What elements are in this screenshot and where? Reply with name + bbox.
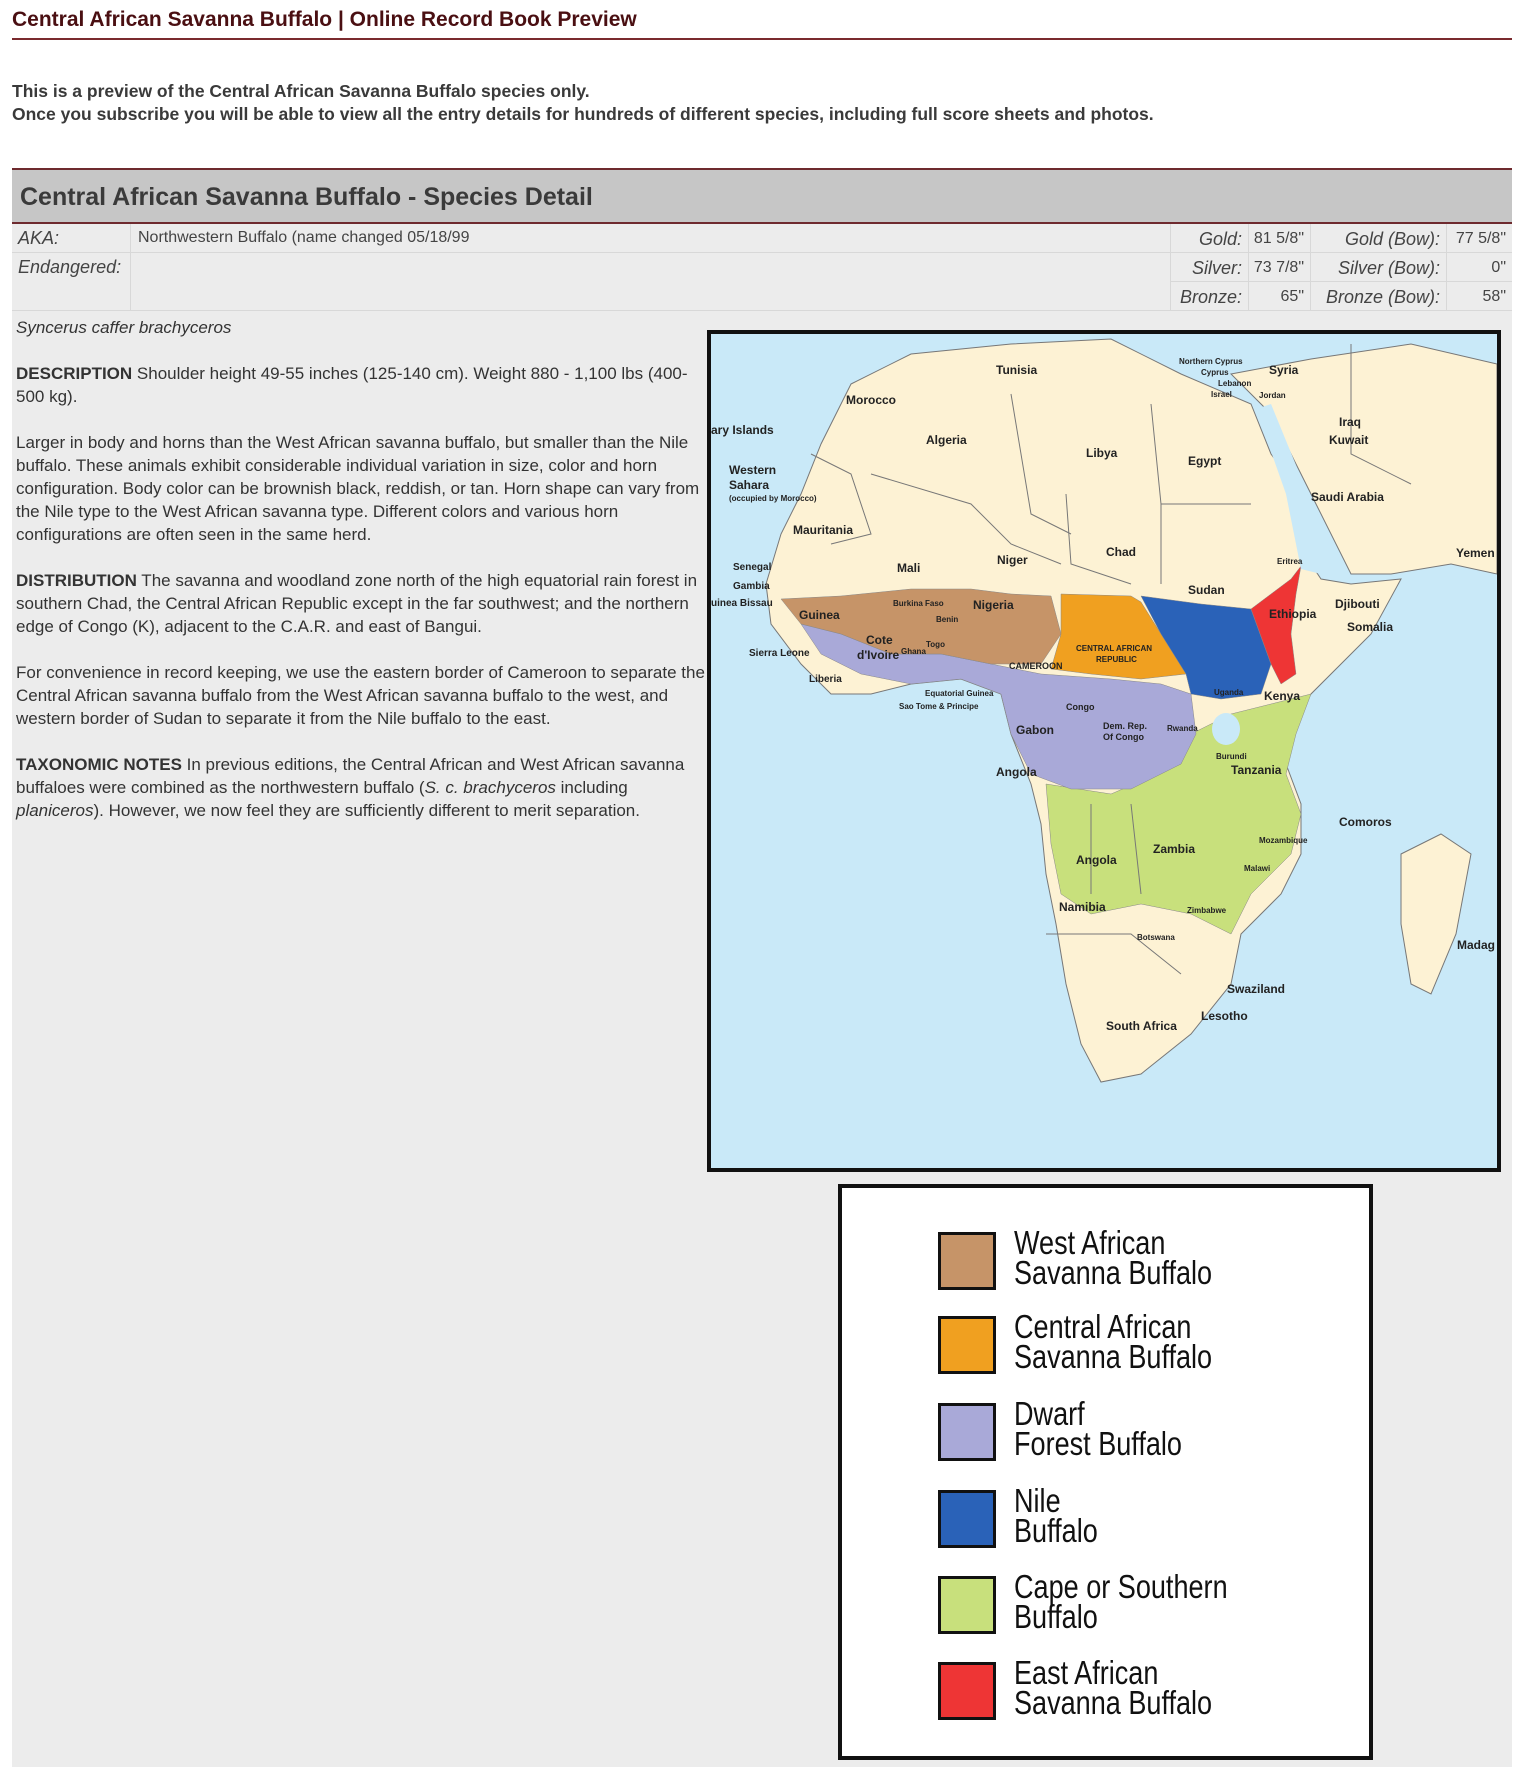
aka-value: Northwestern Buffalo (name changed 05/18/99 (138, 229, 470, 246)
taxonomic-text: including (555, 778, 628, 797)
map-label-cote-divoire: d'Ivoire (857, 648, 900, 662)
legend-label (1014, 1308, 1213, 1375)
map-label-somalia: Somalia (1347, 620, 1394, 634)
legend-swatch (938, 1316, 996, 1374)
bronze-bow-label: Bronze (Bow): (1325, 287, 1440, 307)
map-label-madagascar: Madag (1457, 938, 1496, 952)
legend-line: Buffalo (1014, 1598, 1098, 1635)
legend-line: Dwarf (1014, 1395, 1085, 1432)
map-label-algeria: Algeria (926, 433, 967, 447)
map-label-car: CENTRAL AFRICAN (1076, 644, 1152, 653)
divider (130, 224, 131, 310)
legend-label (1014, 1395, 1182, 1462)
map-label-congo: Congo (1066, 702, 1095, 712)
taxonomic-title: TAXONOMIC NOTES (16, 755, 182, 774)
description-text: Shoulder height 49-55 inches (125-140 cm). Weight 880 - 1,100 lbs (400-500 kg). (16, 364, 688, 406)
map-label-lebanon: Lebanon (1218, 379, 1252, 388)
distribution-title: DISTRIBUTION (16, 571, 137, 590)
divider (1170, 224, 1171, 310)
taxonomic-text: In previous editions, the Central African and West African savanna buffaloes were combined as the northwestern buffalo ( (16, 755, 685, 797)
legend-line: Central African (1014, 1308, 1192, 1345)
legend-swatch (938, 1232, 996, 1290)
gold-label: Gold: (1198, 229, 1242, 249)
taxonomic-paragraph (16, 753, 706, 822)
map-label-equatorial-guinea: Equatorial Guinea (925, 689, 994, 698)
map-label-ethiopia: Ethiopia (1269, 607, 1317, 621)
map-label-saudi-arabia: Saudi Arabia (1311, 490, 1384, 504)
map-label-comoros: Comoros (1339, 815, 1392, 829)
map-label-morocco: Morocco (846, 393, 897, 407)
map-label-tunisia: Tunisia (996, 363, 1038, 377)
silver-value: 73 7/8" (1253, 259, 1304, 276)
intro-text (12, 80, 1154, 126)
legend-swatch (938, 1490, 996, 1548)
map-label-mozambique: Mozambique (1259, 836, 1308, 845)
legend-label (1014, 1568, 1228, 1635)
map-label-jordan: Jordan (1259, 391, 1286, 400)
legend-label (1014, 1482, 1098, 1549)
map-label-angola: Angola (1076, 853, 1117, 867)
legend-line: Savanna Buffalo (1014, 1338, 1213, 1375)
species-detail-heading: Central African Savanna Buffalo - Species Detail (20, 183, 593, 211)
map-label-western-sahara: Sahara (729, 478, 770, 492)
map-label-kenya: Kenya (1264, 689, 1301, 703)
map-label-cote-divoire: Cote (866, 633, 893, 647)
map-label-libya: Libya (1086, 446, 1118, 460)
map-label-egypt: Egypt (1188, 454, 1222, 468)
legend-line: Buffalo (1014, 1512, 1098, 1549)
scientific-name: Syncerus caffer brachyceros (16, 318, 232, 337)
map-label-uganda: Uganda (1214, 688, 1244, 697)
legend-line: Cape or Southern (1014, 1568, 1228, 1605)
map-label-guinea-bissau: uinea Bissau (711, 598, 773, 609)
map-label-sierra-leone: Sierra Leone (749, 648, 810, 659)
map-label-car: REPUBLIC (1096, 655, 1137, 664)
bronze-label: Bronze: (1179, 287, 1242, 307)
map-label-south-africa: South Africa (1106, 1019, 1177, 1033)
map-label-burkina-faso: Burkina Faso (893, 599, 944, 608)
map-label-togo: Togo (926, 640, 945, 649)
description-paragraph (16, 362, 706, 408)
legend-label (1014, 1224, 1213, 1291)
page-title: Central African Savanna Buffalo | Online Record Book Preview (12, 8, 1512, 40)
map-label-senegal: Senegal (733, 562, 772, 573)
intro-line-1: This is a preview of the Central African Savanna Buffalo species only. (12, 81, 590, 101)
map-label-angola: Angola (996, 765, 1037, 779)
distribution-map (707, 330, 1501, 1172)
map-legend (838, 1184, 1373, 1760)
bronze-value: 65" (1280, 288, 1304, 305)
legend-swatch (938, 1576, 996, 1634)
gold-value: 81 5/8" (1253, 230, 1304, 247)
map-label-djibouti: Djibouti (1335, 597, 1380, 611)
map-label-western-sahara: Western (729, 463, 777, 477)
gold-bow-label: Gold (Bow): (1344, 229, 1440, 249)
map-label-syria: Syria (1269, 363, 1299, 377)
map-label-zimbabwe: Zimbabwe (1187, 906, 1227, 915)
map-label-cyprus: Cyprus (1201, 368, 1229, 377)
legend-line: East African (1014, 1654, 1159, 1691)
map-label-benin: Benin (936, 615, 959, 624)
legend-line: Forest Buffalo (1014, 1425, 1182, 1462)
map-label-rwanda: Rwanda (1167, 724, 1198, 733)
map-label-gabon: Gabon (1016, 723, 1054, 737)
map-label-burundi: Burundi (1216, 752, 1247, 761)
map-label-eritrea: Eritrea (1277, 557, 1303, 566)
record-keeping-paragraph: For convenience in record keeping, we use the eastern border of Cameroon to separate the Central African savanna buffalo from the West African savanna buffalo to the west, and western border of Sudan to separate it from the Nile buffalo to the east. (16, 663, 705, 728)
divider (12, 252, 1512, 253)
lake-victoria (1212, 713, 1240, 745)
silver-bow-value: 0" (1491, 259, 1506, 276)
legend-swatch (938, 1662, 996, 1720)
map-label-namibia: Namibia (1059, 900, 1106, 914)
legend-line: West African (1014, 1224, 1166, 1261)
map-label-ghana: Ghana (901, 647, 926, 656)
silver-label: Silver: (1191, 258, 1242, 278)
map-label-lesotho: Lesotho (1201, 1009, 1248, 1023)
map-label-yemen: Yemen (1456, 546, 1495, 560)
gold-bow-value: 77 5/8" (1455, 230, 1506, 247)
distribution-text: The savanna and woodland zone north of the high equatorial rain forest in southern Chad, the Central African Republic except in the far southwest; and the northern edge of Congo (K), adjacent to the C.A.R. and east of Bangui. (16, 571, 698, 636)
map-label-canary-islands: ary Islands (711, 423, 774, 437)
comparison-paragraph: Larger in body and horns than the West African savanna buffalo, but smaller than the Nile buffalo. These animals exhibit considerable individual variation in size, color and horn configuration. Body color can be brownish black, reddish, or tan. Horn shape can vary from the Nile type to the West African savanna type. Different colors and various horn configurations are often seen in the same herd. (16, 433, 700, 544)
divider (1248, 224, 1249, 310)
map-label-western-sahara-note: (occupied by Morocco) (729, 494, 817, 503)
map-label-malawi: Malawi (1244, 864, 1271, 873)
divider (1310, 224, 1311, 310)
map-label-cameroon: CAMEROON (1009, 661, 1063, 671)
map-label-northern-cyprus: Northern Cyprus (1179, 357, 1243, 366)
map-label-iraq: Iraq (1339, 415, 1362, 429)
map-label-tanzania: Tanzania (1231, 763, 1282, 777)
description-title: DESCRIPTION (16, 364, 133, 383)
map-label-mali: Mali (897, 561, 921, 575)
map-label-gambia: Gambia (733, 581, 770, 592)
map-label-zambia: Zambia (1153, 842, 1196, 856)
species-detail-header (12, 168, 1512, 224)
legend-line: Savanna Buffalo (1014, 1684, 1213, 1721)
map-label-israel: Israel (1211, 390, 1232, 399)
silver-bow-label: Silver (Bow): (1337, 258, 1440, 278)
map-label-chad: Chad (1106, 545, 1136, 559)
divider (1170, 281, 1512, 282)
divider (1446, 224, 1447, 310)
map-label-swaziland: Swaziland (1227, 982, 1286, 996)
africa-map-svg (711, 334, 1497, 1168)
map-label-botswana: Botswana (1137, 933, 1175, 942)
divider (12, 310, 1512, 311)
legend-line: Savanna Buffalo (1014, 1254, 1213, 1291)
map-label-liberia: Liberia (809, 674, 842, 685)
map-label-kuwait: Kuwait (1329, 433, 1369, 447)
endangered-label: Endangered: (18, 257, 122, 277)
map-label-nigeria: Nigeria (973, 598, 1014, 612)
intro-line-2: Once you subscribe you will be able to view all the entry details for hundreds of different species, including full score sheets and photos. (12, 104, 1154, 124)
species-detail-panel (12, 168, 1512, 1767)
legend-swatch (938, 1403, 996, 1461)
map-label-sao-tome: Sao Tome & Principe (899, 702, 979, 711)
map-label-niger: Niger (997, 553, 1028, 567)
species-description (16, 316, 706, 845)
aka-label: AKA: (18, 228, 60, 248)
map-label-mauritania: Mauritania (793, 523, 854, 537)
distribution-paragraph (16, 569, 706, 638)
legend-line: Nile (1014, 1482, 1061, 1519)
map-label-sudan: Sudan (1188, 583, 1225, 597)
legend-label (1014, 1654, 1213, 1721)
bronze-bow-value: 58" (1482, 288, 1506, 305)
map-label-drc: Of Congo (1103, 732, 1144, 742)
map-label-guinea: Guinea (799, 608, 840, 622)
taxonomic-italic: planiceros (16, 801, 94, 820)
map-label-drc: Dem. Rep. (1103, 721, 1148, 731)
taxonomic-italic: S. c. brachyceros (424, 778, 556, 797)
taxonomic-text: ). However, we now feel they are sufficiently different to merit separation. (93, 801, 640, 820)
